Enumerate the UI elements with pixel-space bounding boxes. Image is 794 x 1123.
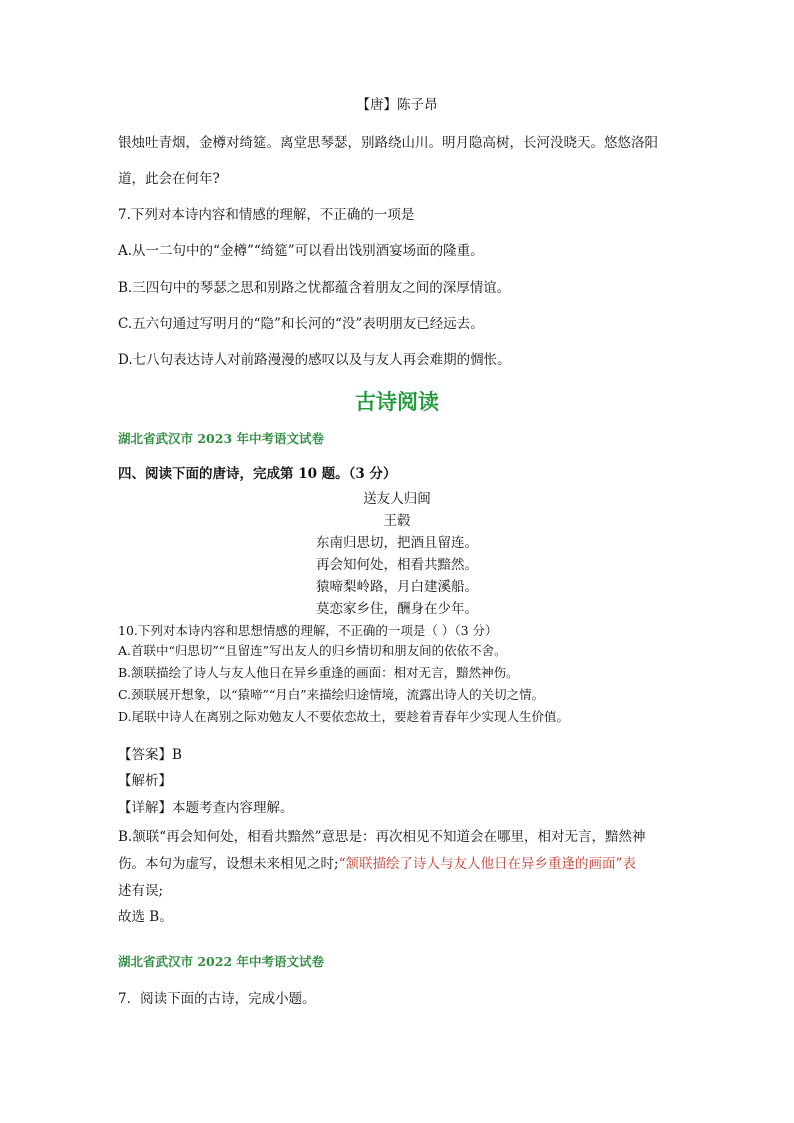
- explanation-highlight: “颔联描绘了诗人与友人他日在异乡重逢的画面”表: [338, 856, 636, 872]
- explanation-line-2: [118, 855, 636, 873]
- question-7-stem: 7.下列对本诗内容和情感的理解，不正确的一项是: [118, 207, 415, 223]
- poem-line: 猿啼梨岭路，月白建溪船。: [316, 579, 478, 595]
- analysis-label: 【解析】: [118, 773, 172, 789]
- exam-source-2022: 湖北省武汉市 2022 年中考语文试卷: [118, 954, 324, 969]
- poem-line: 东南归思切，把酒且留连。: [316, 535, 478, 551]
- poem-text-line-2: 道，此会在何年?: [118, 171, 220, 187]
- question-heading: 四、阅读下面的唐诗，完成第 10 题。（3 分）: [118, 466, 397, 482]
- poem-line: 再会知何处，相看共黯然。: [316, 557, 478, 573]
- question-7-prompt: 7．阅读下面的古诗，完成小题。: [118, 991, 316, 1007]
- detail-label: 【详解】本题考查内容理解。: [118, 800, 294, 816]
- question-10-option-d: D.尾联中诗人在离别之际劝勉友人不要依恋故土，要趁着青春年少实现人生价值。: [118, 709, 570, 724]
- poem-author: 王毂: [383, 513, 411, 529]
- question-7-option-a: A.从一二句中的“金樽”“绮筵”可以看出饯别酒宴场面的隆重。: [118, 243, 484, 259]
- poem-line: 莫恋家乡住，酬身在少年。: [316, 601, 478, 617]
- poem-text-line-1: 银烛吐青烟，金樽对绮筵。离堂思琴瑟，别路绕山川。明月隐高树，长河没晓天。悠悠洛阳: [118, 135, 658, 151]
- section-title: 古诗阅读: [355, 389, 439, 414]
- explanation-line-1: B.颔联“再会知何处，相看共黯然”意思是：再次相见不知道会在哪里，相对无言，黯然神: [118, 829, 646, 845]
- question-7-option-d: D.七八句表达诗人对前路漫漫的感叹以及与友人再会难期的惆怅。: [118, 352, 511, 368]
- question-10-stem: 10.下列对本诗内容和思想情感的理解，不正确的一项是（ ）（3 分）: [118, 623, 498, 638]
- author-line: 【唐】陈子昂: [356, 97, 438, 113]
- explanation-text: 伤。本句为虚写，设想未来相见之时;: [118, 856, 339, 872]
- question-10-option-b: B.颔联描绘了诗人与友人他日在异乡重逢的画面：相对无言，黯然神伤。: [118, 665, 519, 680]
- question-7-option-b: B.三四句中的琴瑟之思和别路之忧都蕴含着朋友之间的深厚情谊。: [118, 280, 511, 296]
- question-10-option-a: A.首联中“归思切”“且留连”写出友人的归乡情切和朋友间的依依不舍。: [118, 643, 507, 658]
- question-10-option-c: C.颈联展开想象，以“猿啼”“月白”来描绘归途情境，流露出诗人的关切之情。: [118, 687, 545, 702]
- explanation-line-3: 述有误;: [118, 883, 164, 899]
- poem-title: 送友人归闽: [363, 491, 431, 507]
- conclusion: 故选 B。: [118, 909, 173, 925]
- question-7-option-c: C.五六句通过写明月的“隐”和长河的“没”表明朋友已经远去。: [118, 316, 484, 332]
- exam-source-2023: 湖北省武汉市 2023 年中考语文试卷: [118, 431, 324, 446]
- answer-label: 【答案】B: [118, 747, 182, 763]
